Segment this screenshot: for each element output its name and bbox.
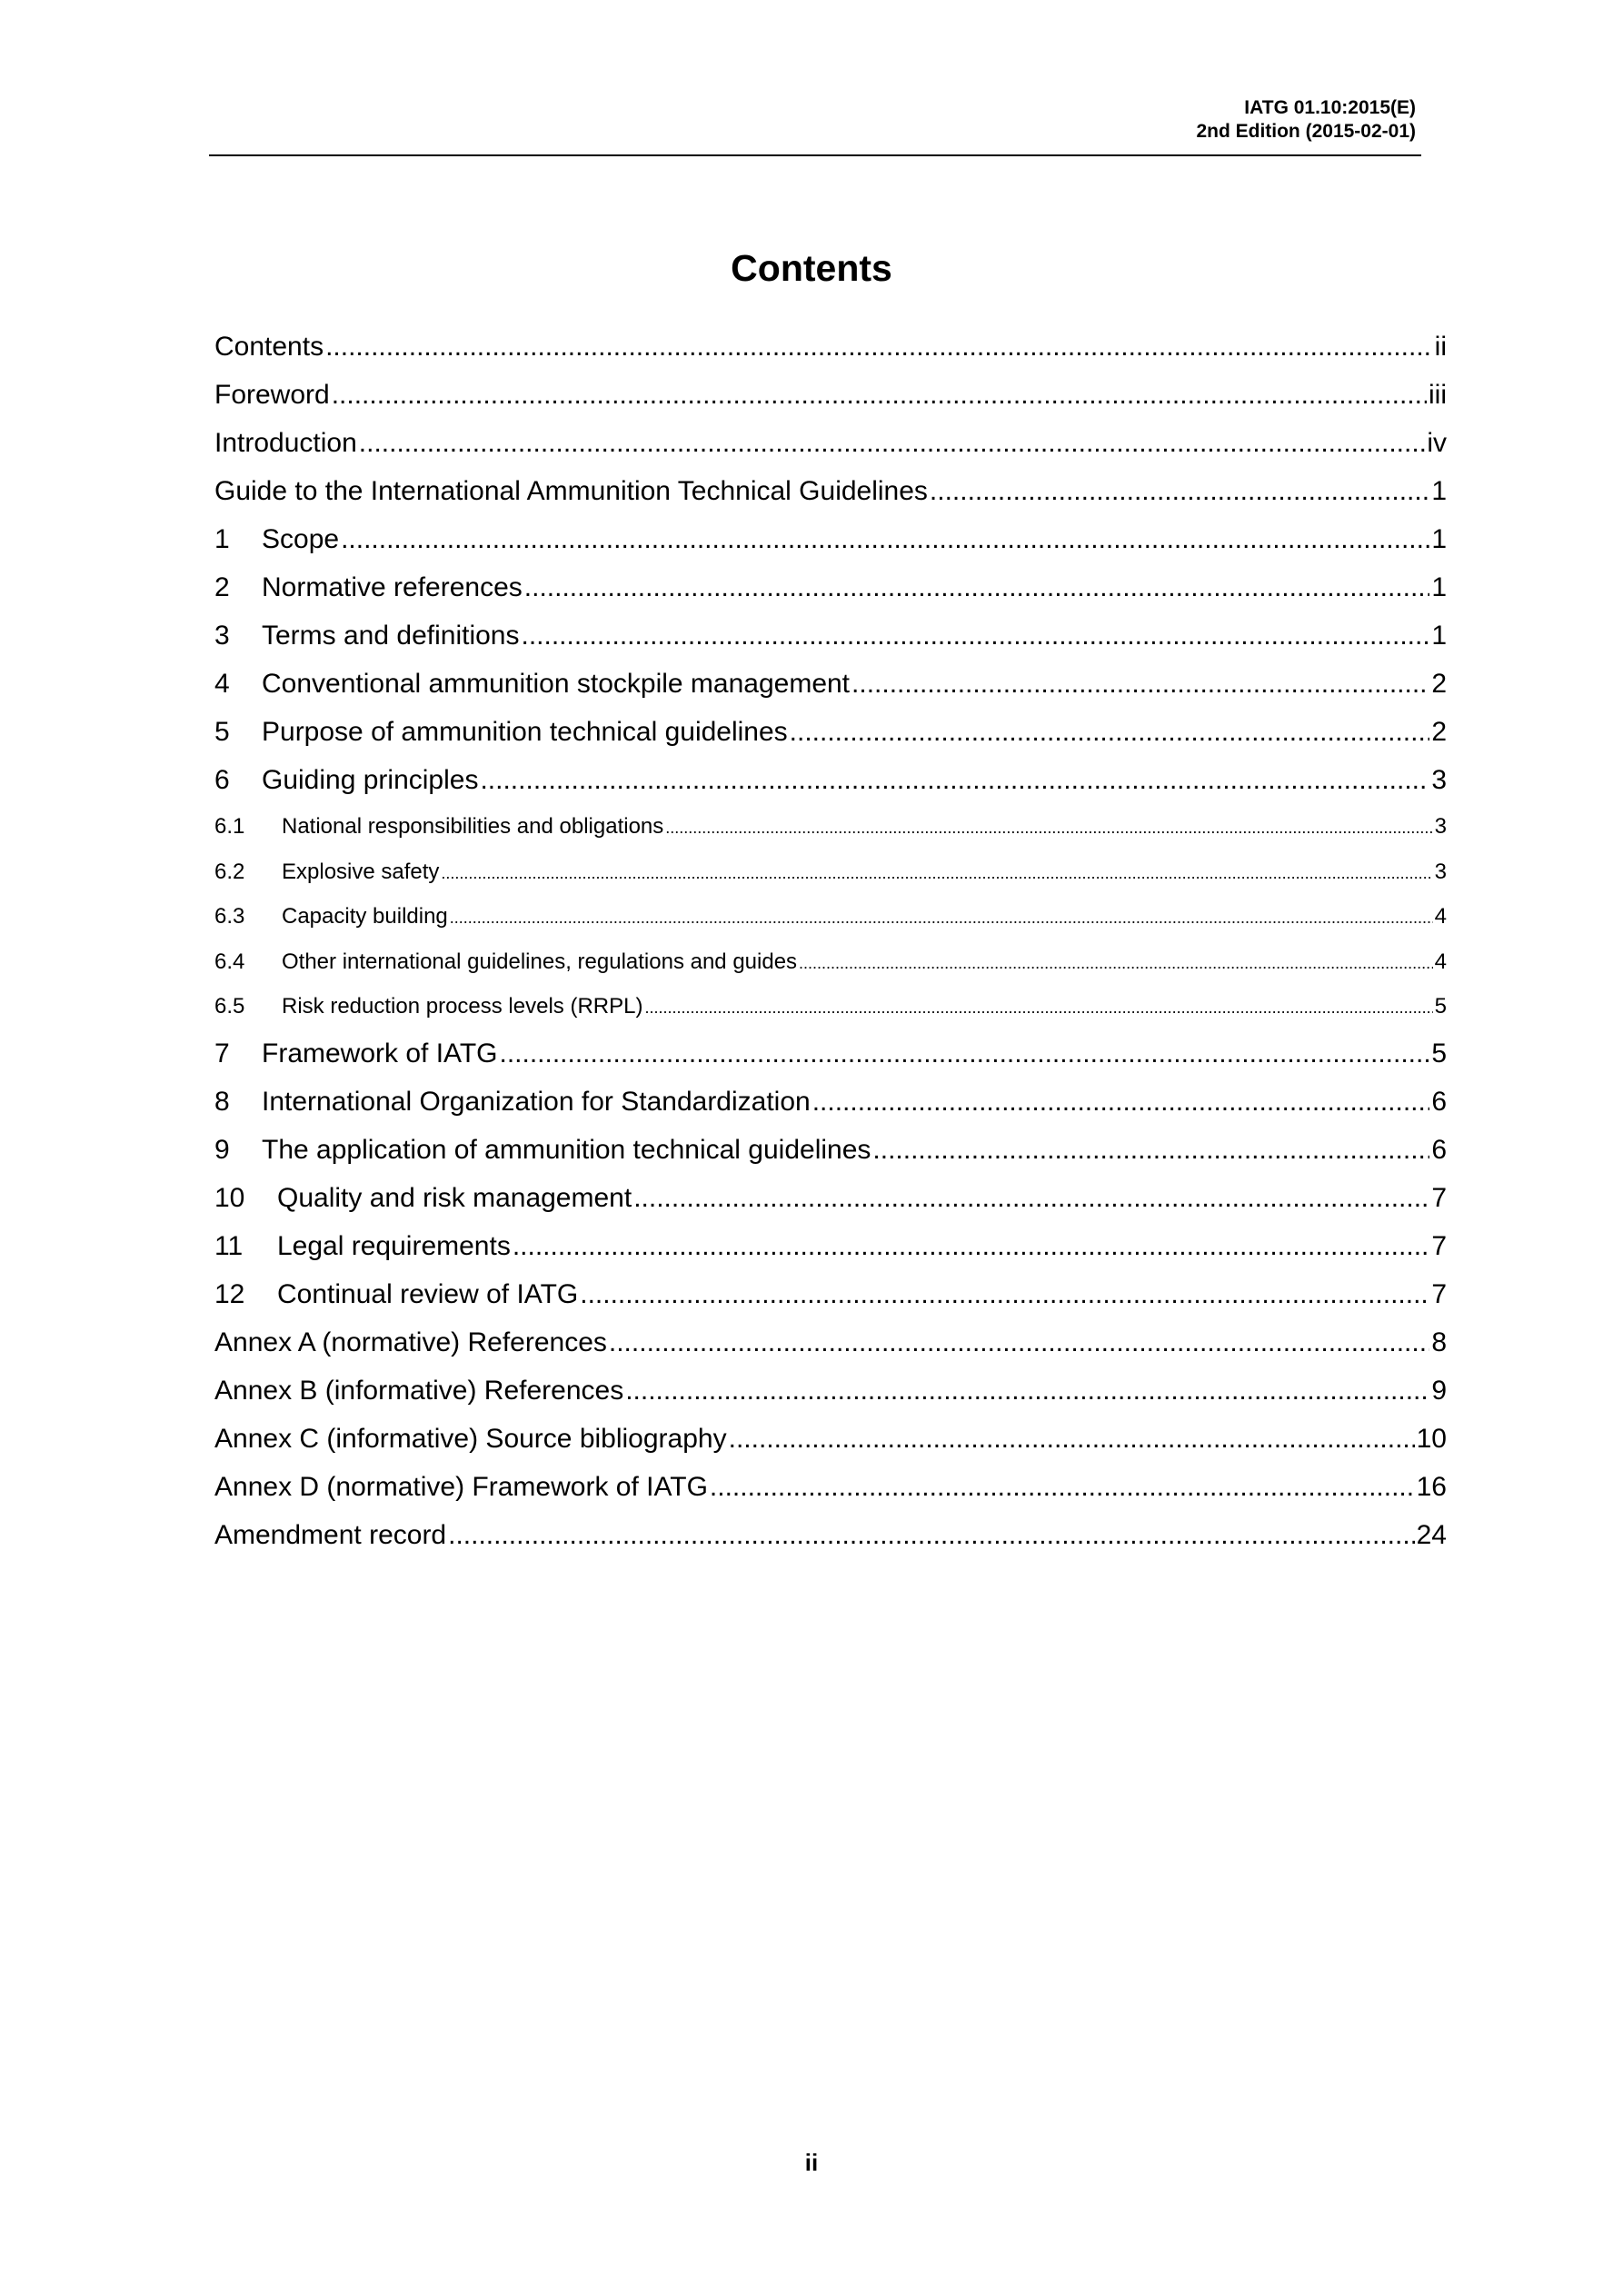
- toc-entry-number: 1: [214, 524, 230, 554]
- toc-entry-page: 1: [1431, 524, 1447, 554]
- toc-dot-leader: [665, 804, 1432, 851]
- toc-dot-leader: [332, 371, 1427, 419]
- toc-entry-number: 12: [214, 1278, 245, 1309]
- toc-entry-page: 7: [1431, 1182, 1447, 1213]
- toc-entry-title: Continual review of IATG: [277, 1278, 579, 1309]
- toc-entry[interactable]: [214, 419, 1447, 467]
- toc-entry-title: Contents: [214, 332, 324, 362]
- toc-entry[interactable]: [214, 1463, 1447, 1511]
- toc-entry-number: 6.3: [214, 904, 245, 929]
- toc-entry-page: 8: [1431, 1327, 1447, 1357]
- toc-entry[interactable]: [214, 1415, 1447, 1463]
- toc-entry-title: Explosive safety: [282, 859, 440, 884]
- toc-entry-page: 24: [1416, 1519, 1447, 1550]
- toc-entry-page: 2: [1431, 669, 1447, 699]
- toc-entry[interactable]: [214, 1029, 1447, 1078]
- toc-entry-page: 16: [1416, 1471, 1447, 1502]
- toc-entry-number: 5: [214, 717, 230, 747]
- page-title: Contents: [731, 247, 892, 289]
- toc-entry-title: The application of ammunition technical guidelines: [262, 1134, 871, 1165]
- toc-entry[interactable]: [214, 894, 1447, 939]
- toc-dot-leader: [625, 1367, 1429, 1415]
- toc-dot-leader: [609, 1318, 1429, 1367]
- toc-entry-page: 5: [1434, 994, 1447, 1019]
- toc-entry-page: 1: [1431, 621, 1447, 651]
- toc-entry-page: 1: [1431, 572, 1447, 602]
- toc-entry-number: 3: [214, 621, 230, 651]
- toc-entry-page: 7: [1431, 1278, 1447, 1309]
- toc-entry[interactable]: [214, 323, 1447, 371]
- toc-dot-leader: [499, 1029, 1429, 1078]
- toc-dot-leader: [729, 1415, 1415, 1463]
- table-of-contents: [214, 323, 1447, 1559]
- toc-entry[interactable]: [214, 756, 1447, 804]
- toc-dot-leader: [359, 419, 1426, 467]
- toc-dot-leader: [930, 467, 1429, 515]
- toc-entry-page: 3: [1434, 859, 1447, 884]
- toc-dot-leader: [799, 939, 1433, 987]
- toc-entry-title: Amendment record: [214, 1519, 447, 1550]
- toc-dot-leader: [524, 563, 1430, 611]
- toc-entry-title: Guiding principles: [262, 765, 479, 795]
- toc-entry-number: 7: [214, 1038, 230, 1068]
- toc-dot-leader: [790, 708, 1430, 756]
- toc-entry-number: 6.4: [214, 949, 245, 974]
- toc-entry[interactable]: [214, 467, 1447, 515]
- toc-entry[interactable]: [214, 1367, 1447, 1415]
- toc-entry-title: Guide to the International Ammunition Technical Guidelines: [214, 476, 928, 506]
- toc-entry-title: Framework of IATG: [262, 1038, 498, 1068]
- toc-entry-title: Annex D (normative) Framework of IATG: [214, 1471, 708, 1502]
- toc-entry-title: Foreword: [214, 380, 330, 410]
- toc-entry-title: Conventional ammunition stockpile management: [262, 669, 851, 699]
- toc-entry-page: 7: [1431, 1230, 1447, 1261]
- toc-dot-leader: [644, 984, 1432, 1031]
- toc-dot-leader: [325, 323, 1433, 371]
- toc-entry-page: iii: [1429, 380, 1447, 410]
- toc-entry-title: Terms and definitions: [262, 621, 520, 651]
- toc-entry[interactable]: [214, 515, 1447, 563]
- toc-entry[interactable]: [214, 984, 1447, 1029]
- toc-entry-number: 11: [214, 1230, 244, 1261]
- toc-entry-title: Annex B (informative) References: [214, 1375, 624, 1406]
- toc-dot-leader: [448, 1511, 1415, 1559]
- document-id: IATG 01.10:2015(E): [1244, 97, 1416, 118]
- toc-entry-title: Legal requirements: [277, 1230, 511, 1261]
- toc-dot-leader: [521, 611, 1429, 660]
- toc-entry[interactable]: [214, 1318, 1447, 1367]
- toc-entry[interactable]: [214, 1511, 1447, 1559]
- toc-entry-number: 9: [214, 1134, 230, 1165]
- toc-entry[interactable]: [214, 1126, 1447, 1174]
- toc-entry-number: 2: [214, 572, 230, 602]
- toc-entry-page: 4: [1434, 904, 1447, 929]
- toc-entry-page: 4: [1434, 949, 1447, 974]
- toc-entry[interactable]: [214, 850, 1447, 895]
- toc-dot-leader: [441, 850, 1432, 897]
- toc-entry[interactable]: [214, 660, 1447, 708]
- toc-entry-title: Risk reduction process levels (RRPL): [282, 994, 643, 1019]
- toc-entry-title: Purpose of ammunition technical guidelines: [262, 717, 788, 747]
- toc-entry-page: 6: [1431, 1134, 1447, 1165]
- toc-dot-leader: [710, 1463, 1415, 1511]
- toc-entry[interactable]: [214, 1174, 1447, 1222]
- toc-entry-page: 5: [1431, 1038, 1447, 1068]
- toc-entry-number: 10: [214, 1182, 245, 1213]
- toc-entry[interactable]: [214, 611, 1447, 660]
- toc-entry-title: Annex A (normative) References: [214, 1327, 607, 1357]
- toc-entry-page: iv: [1427, 428, 1447, 458]
- toc-dot-leader: [480, 756, 1429, 804]
- toc-entry-page: 2: [1431, 717, 1447, 747]
- toc-entry-number: 6.5: [214, 994, 245, 1019]
- toc-entry-page: 1: [1431, 476, 1447, 506]
- toc-entry-title: Other international guidelines, regulations and guides: [282, 949, 798, 974]
- toc-dot-leader: [580, 1270, 1429, 1318]
- toc-entry-page: 9: [1431, 1375, 1447, 1406]
- page-header: [209, 96, 1421, 156]
- toc-entry[interactable]: [214, 804, 1447, 850]
- toc-entry[interactable]: [214, 708, 1447, 756]
- toc-dot-leader: [633, 1174, 1429, 1222]
- toc-entry[interactable]: [214, 371, 1447, 419]
- toc-dot-leader: [851, 660, 1429, 708]
- toc-entry[interactable]: [214, 1222, 1447, 1270]
- edition-label: 2nd Edition (2015-02-01): [1196, 121, 1416, 142]
- toc-entry-page: 6: [1431, 1086, 1447, 1117]
- toc-dot-leader: [812, 1078, 1430, 1126]
- toc-entry-title: Capacity building: [282, 904, 448, 929]
- toc-entry-title: International Organization for Standardization: [262, 1086, 811, 1117]
- toc-entry-page: 10: [1416, 1423, 1447, 1454]
- toc-entry-title: Scope: [262, 524, 340, 554]
- toc-entry-number: 6.2: [214, 859, 245, 884]
- toc-entry-number: 4: [214, 669, 230, 699]
- toc-dot-leader: [450, 894, 1433, 941]
- toc-entry[interactable]: [214, 563, 1447, 611]
- toc-dot-leader: [872, 1126, 1429, 1174]
- toc-entry-page: ii: [1434, 332, 1447, 362]
- toc-dot-leader: [341, 515, 1429, 563]
- toc-entry-page: 3: [1431, 765, 1447, 795]
- toc-entry-title: Quality and risk management: [277, 1182, 632, 1213]
- toc-entry-title: National responsibilities and obligations: [282, 814, 664, 839]
- toc-entry-number: 6.1: [214, 814, 245, 839]
- toc-entry[interactable]: [214, 1078, 1447, 1126]
- page-number: ii: [804, 2149, 819, 2176]
- toc-entry-title: Annex C (informative) Source bibliography: [214, 1423, 727, 1454]
- toc-dot-leader: [513, 1222, 1429, 1270]
- toc-entry-title: Introduction: [214, 428, 357, 458]
- toc-entry-number: 6: [214, 765, 230, 795]
- toc-entry-page: 3: [1434, 814, 1447, 839]
- toc-entry[interactable]: [214, 1270, 1447, 1318]
- toc-entry-title: Normative references: [262, 572, 523, 602]
- toc-entry[interactable]: [214, 939, 1447, 985]
- toc-entry-number: 8: [214, 1086, 230, 1117]
